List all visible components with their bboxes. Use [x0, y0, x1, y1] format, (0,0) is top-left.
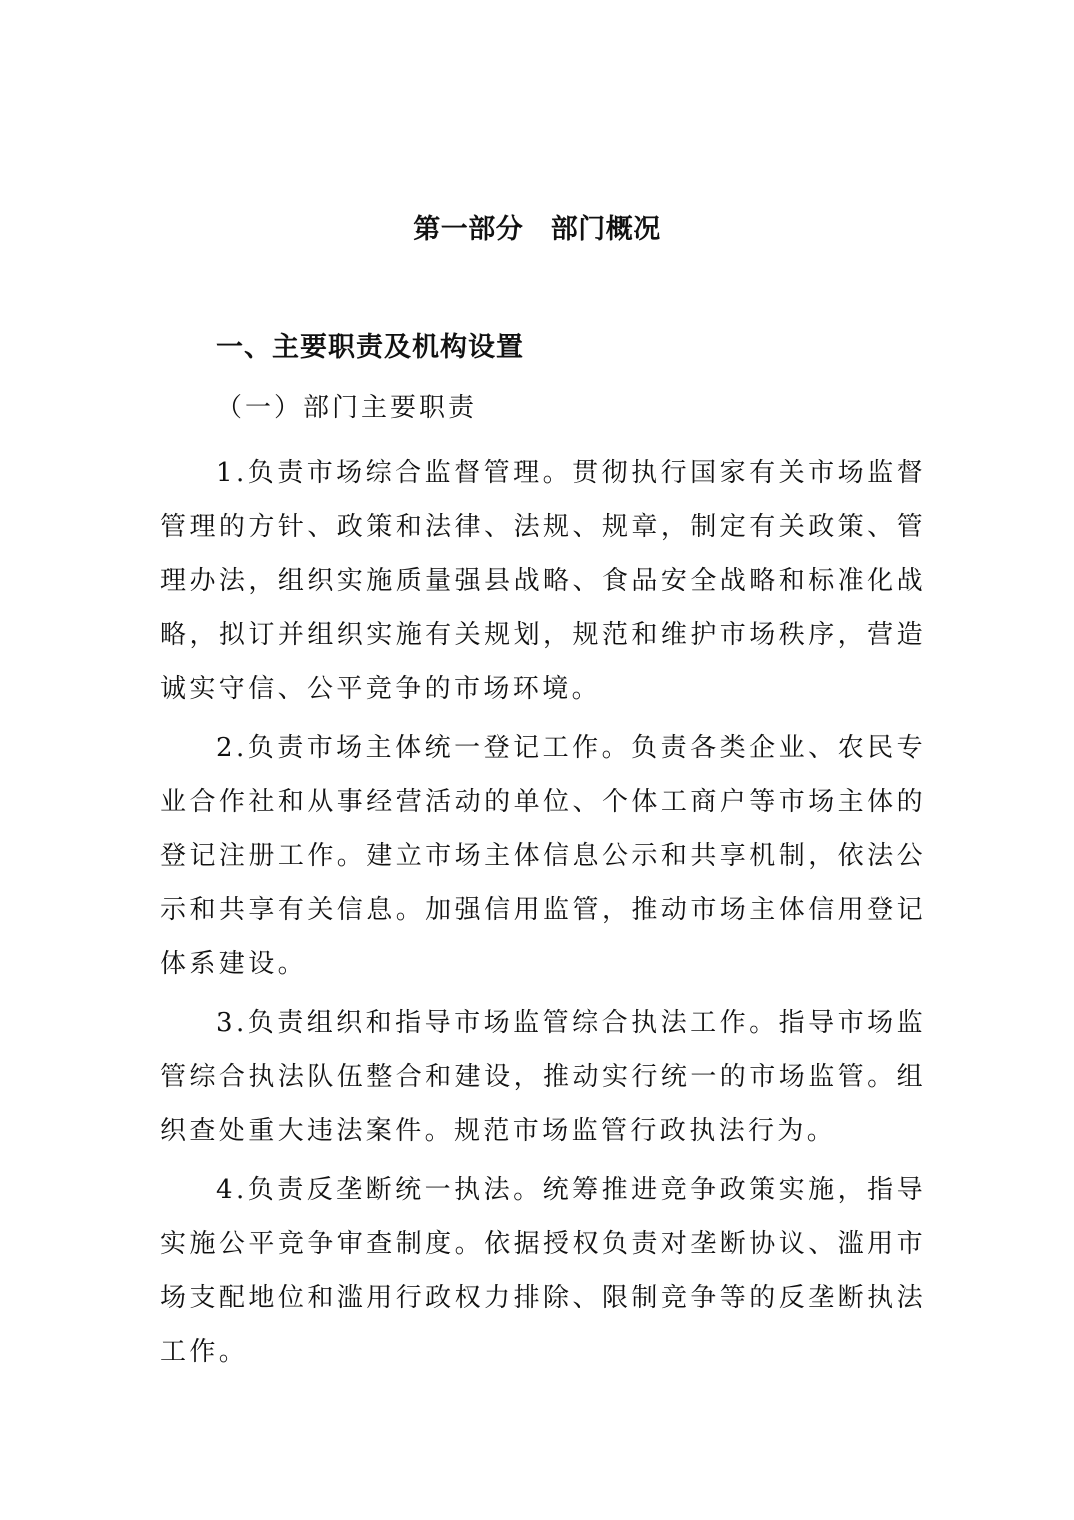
sub-heading: （一）部门主要职责 [216, 393, 478, 423]
duty-paragraph-2: 2.负责市场主体统一登记工作。负责各类企业、农民专业合作社和从事经营活动的单位、个体工商户等市场主体的登记注册工作。建立市场主体信息公示和共享机制，依法公示和共享有关信息。加强信用监管，推动市场主体信用登记体系建设。 [160, 733, 926, 979]
duties-list [160, 446, 926, 1379]
part-title: 第一部分 部门概况 [413, 214, 661, 245]
section-heading: 一、主要职责及机构设置 [216, 332, 524, 363]
duty-paragraph-1: 1.负责市场综合监督管理。贯彻执行国家有关市场监督管理的方针、政策和法律、法规、规章，制定有关政策、管理办法，组织实施质量强县战略、食品安全战略和标准化战略，拟订并组织实施有关规划，规范和维护市场秩序，营造诚实守信、公平竞争的市场环境。 [160, 458, 926, 704]
duty-paragraph-3: 3.负责组织和指导市场监管综合执法工作。指导市场监管综合执法队伍整合和建设，推动实行统一的市场监管。组织查处重大违法案件。规范市场监管行政执法行为。 [160, 1008, 926, 1146]
duty-paragraph-4: 4.负责反垄断统一执法。统筹推进竞争政策实施，指导实施公平竞争审查制度。依据授权负责对垄断协议、滥用市场支配地位和滥用行政权力排除、限制竞争等的反垄断执法工作。 [160, 1175, 926, 1367]
